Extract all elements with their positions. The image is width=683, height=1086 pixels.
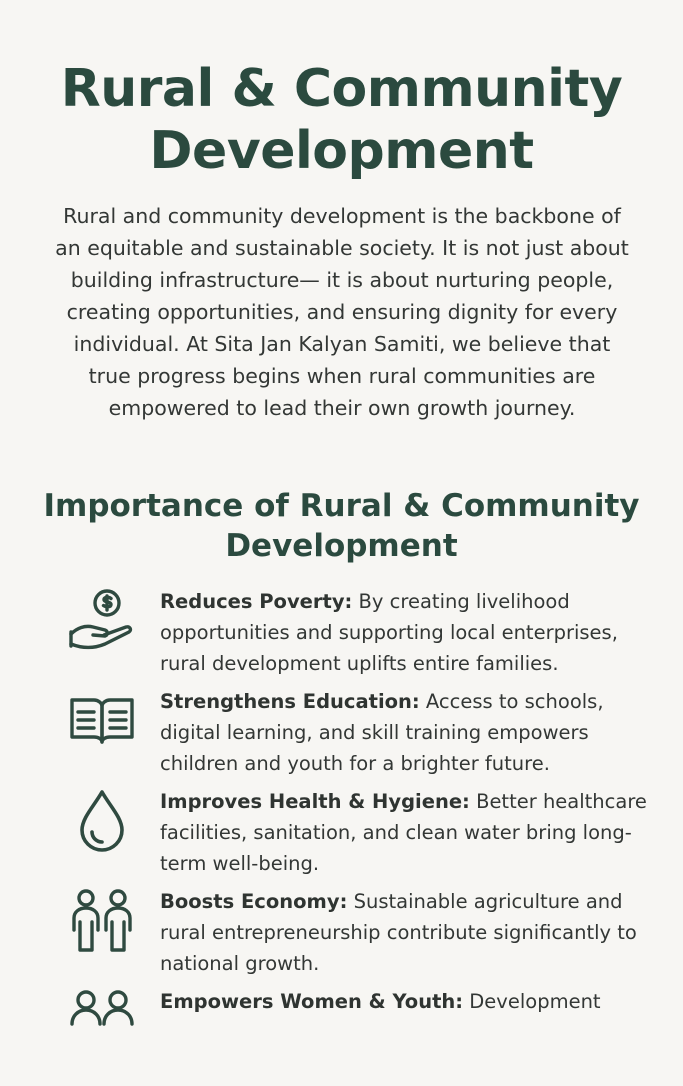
importance-item-health (0, 786, 683, 886)
page-title: Rural & Community Development (60, 59, 623, 181)
importance-item-poverty (0, 586, 683, 686)
importance-item-text (160, 886, 660, 979)
importance-item-text (160, 786, 660, 879)
importance-item-text (160, 986, 660, 1017)
importance-item-body: Better healthcare facilities, sanitation, and clean water bring long-term well-being. (160, 790, 647, 875)
people-icon (66, 886, 138, 958)
importance-item-heading: Strengthens Education: (160, 690, 420, 713)
group-icon (66, 986, 138, 1058)
book-icon (66, 686, 138, 758)
importance-item-education (0, 686, 683, 786)
importance-item-heading: Boosts Economy: (160, 890, 348, 913)
section-title: Importance of Rural & Community Development (43, 488, 640, 564)
intro-paragraph: Rural and community development is the backbone of an equitable and sustainable society. It is not just about building infrastructure— it is about nurturing people, creating opportunities, and ensuring dignity for every individual. At Sita Jan Kalyan Samiti, we believe that true progress begins when rural communities are empowered to lead their own growth journey. (55, 204, 629, 420)
importance-item-heading: Empowers Women & Youth: (160, 990, 464, 1013)
importance-item-body: Development (469, 990, 601, 1013)
importance-item-text (160, 586, 660, 679)
importance-item-body: Sustainable agriculture and rural entrepreneurship contribute significantly to national growth. (160, 890, 637, 975)
importance-item-heading: Improves Health & Hygiene: (160, 790, 470, 813)
importance-item-text (160, 686, 660, 779)
importance-item-body: By creating livelihood opportunities and supporting local enterprises, rural development uplifts entire families. (160, 590, 618, 675)
importance-item-heading: Reduces Poverty: (160, 590, 353, 613)
importance-item-economy (0, 886, 683, 986)
importance-item-women-youth (0, 986, 683, 1086)
water-drop-icon (66, 786, 138, 858)
importance-item-body: Access to schools, digital learning, and skill training empowers children and youth for a brighter future. (160, 690, 604, 775)
hand-coin-icon (66, 586, 138, 658)
